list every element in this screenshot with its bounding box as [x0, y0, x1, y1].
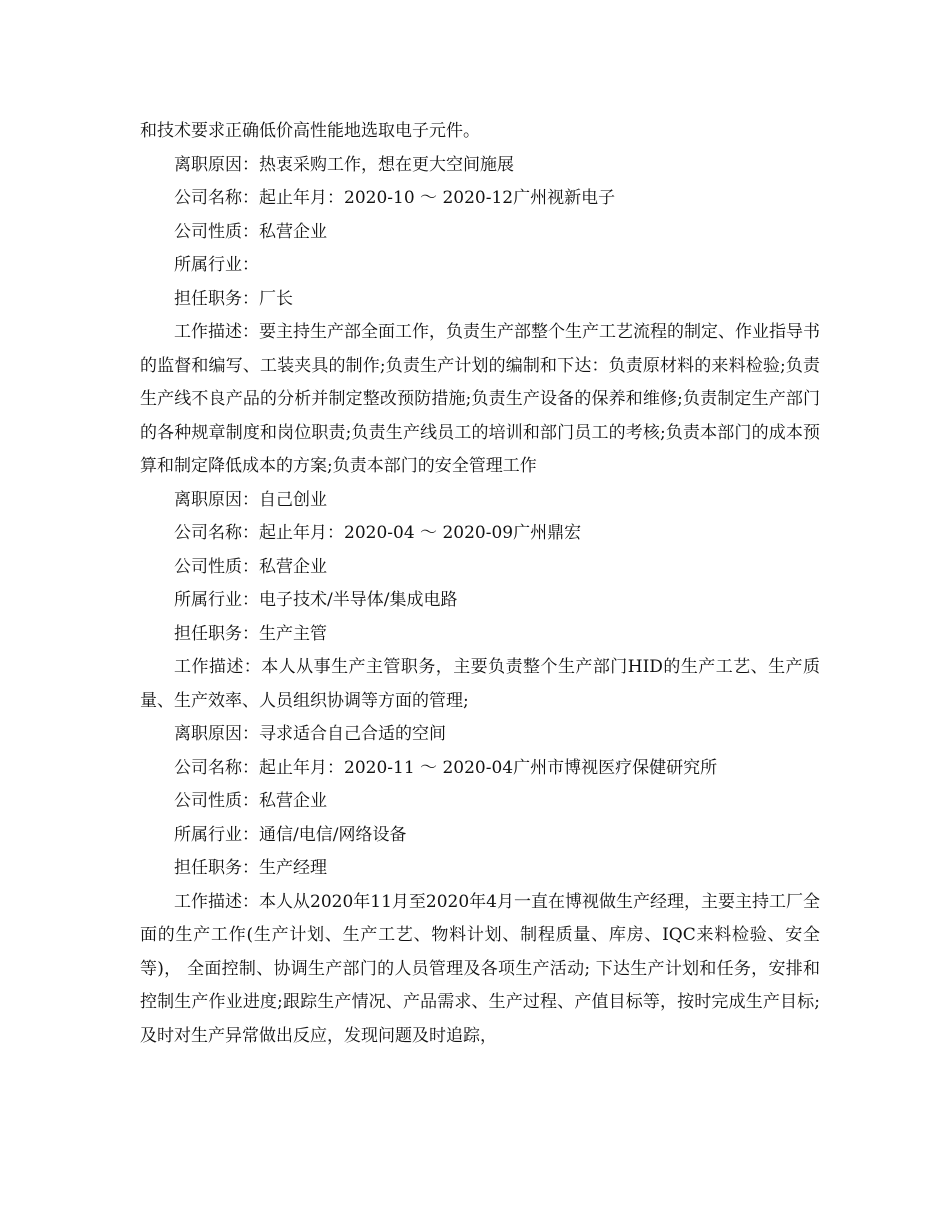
document-paragraph: 工作描述：本人从2020年11月至2020年4月一直在博视做生产经理，主要主持工厂全面的生产工作(生产计划、生产工艺、物料计划、制程质量、库房、IQC来料检验、安全等)， 全面控制、协调生产部门的人员管理及各项生产活动; 下达生产计划和任务，安排和控制生产作业进度;跟踪生产情况、产品需求、生产过程、产值目标等，按时完成生产目标;及时对生产异常做出反应，发现问题及时追踪， [140, 891, 820, 1046]
document-paragraph: 公司名称：起止年月：2020-10 ～ 2020-12广州视新电子 [174, 188, 616, 208]
document-paragraph: 担任职务：生产主管 [174, 623, 327, 644]
document-paragraph: 工作描述：要主持生产部全面工作，负责生产部整个生产工艺流程的制定、作业指导书的监督和编写、工装夹具的制作;负责生产计划的编制和下达：负责原材料的来料检验;负责生产线不良产品的分析并制定整改预防措施;负责生产设备的保养和维修;负责制定生产部门的各种规章制度和岗位职责;负责生产线员工的培训和部门员工的考核;负责本部门的成本预算和制定降低成本的方案;负责本部门的安全管理工作 [140, 322, 820, 476]
document-paragraph: 和技术要求正确低价高性能地选取电子元件。 [140, 121, 480, 141]
document-paragraph: 公司性质：私营企业 [174, 556, 327, 577]
document-paragraph: 所属行业：通信/电信/网络设备 [174, 824, 407, 845]
document-paragraph: 离职原因：寻求适合自己合适的空间 [174, 724, 446, 744]
document-paragraph: 离职原因：自己创业 [174, 489, 327, 510]
document-paragraph: 所属行业： [174, 255, 259, 275]
document-paragraph: 担任职务：生产经理 [174, 858, 327, 878]
document-paragraph: 公司名称：起止年月：2020-11 ～ 2020-04广州市博视医疗保健研究所 [174, 757, 718, 778]
document-paragraph: 工作描述：本人从事生产主管职务，主要负责整个生产部门HID的生产工艺、生产质量、生产效率、人员组织协调等方面的管理; [140, 657, 820, 711]
document-paragraph: 公司性质：私营企业 [174, 221, 327, 242]
document-paragraph: 担任职务：厂长 [174, 288, 293, 309]
document-paragraph: 公司性质：私营企业 [174, 791, 327, 811]
document-paragraph: 离职原因：热衷采购工作，想在更大空间施展 [174, 154, 514, 175]
document-body [140, 115, 820, 1053]
document-paragraph: 公司名称：起止年月：2020-04 ～ 2020-09广州鼎宏 [174, 523, 582, 543]
document-paragraph: 所属行业：电子技术/半导体/集成电路 [174, 590, 458, 610]
